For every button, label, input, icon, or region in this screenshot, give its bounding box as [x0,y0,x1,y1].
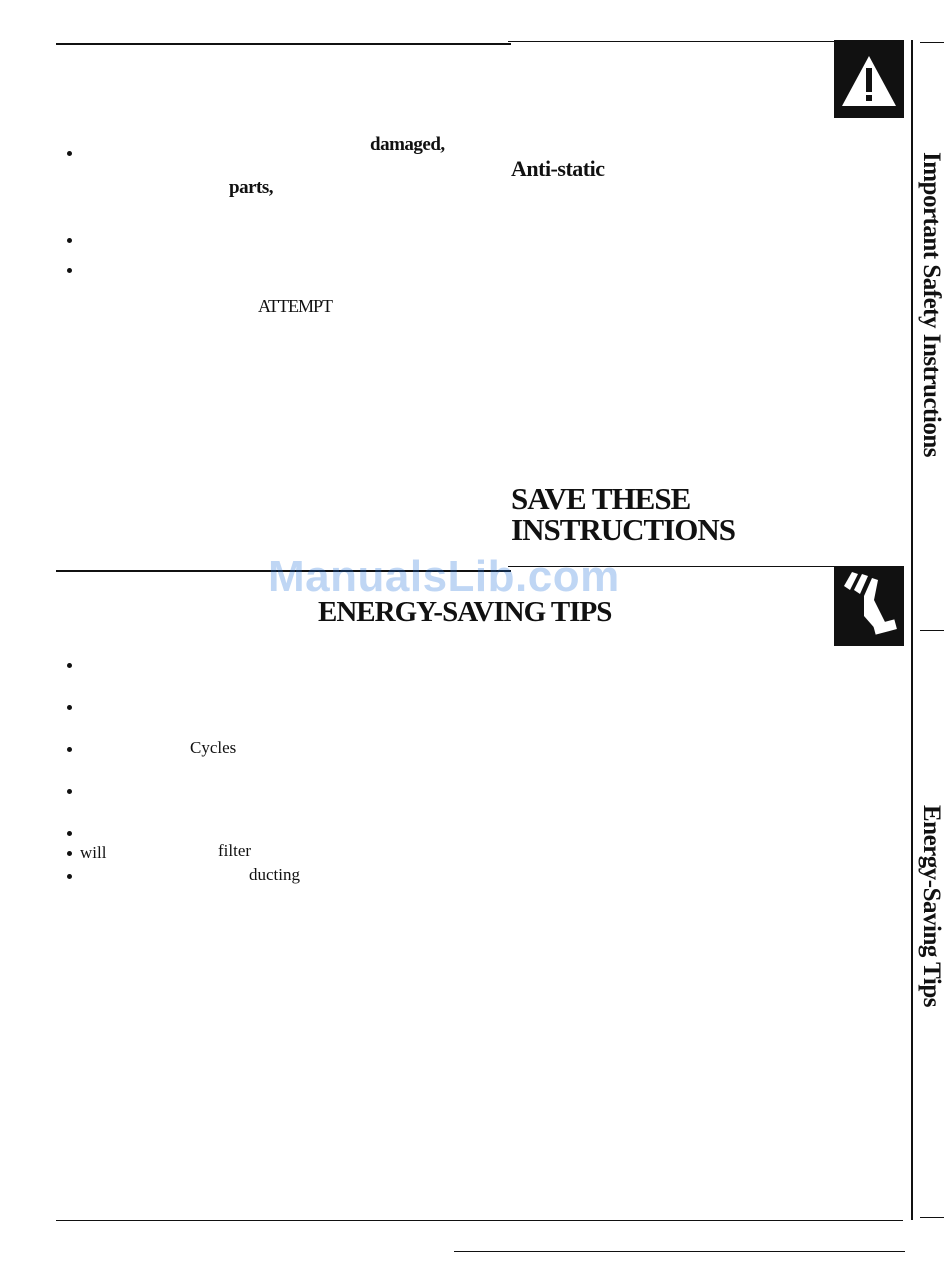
energy-word-will: will [80,843,107,862]
side-tick-middle [920,630,944,631]
side-tick-bottom [920,1217,944,1218]
safety-word-anti-static: Anti-static [511,156,605,181]
energy-bullet-2 [67,705,72,710]
warning-icon-box [834,40,904,118]
side-column-border [911,40,913,1220]
top-rule-left [56,43,511,45]
energy-word-filter: filter [218,841,252,860]
safety-bullet-3 [67,268,72,273]
energy-bullet-5 [67,831,72,836]
safety-word-damaged: damaged, [370,134,445,155]
warning-exclamation-icon [834,40,904,118]
energy-bullet-6 [67,851,72,856]
energy-word-ducting: ducting [249,865,300,884]
hand-pressing-button-icon [834,566,904,646]
energy-bullet-1 [67,663,72,668]
safety-word-attempt: ATTEMPT [258,296,332,316]
energy-bullet-4 [67,789,72,794]
safety-word-parts: parts, [229,177,273,198]
save-these-heading: SAVE THESE [511,481,691,516]
hand-icon-box [834,566,904,646]
footer-rule [454,1251,905,1252]
side-tab-energy: Energy-Saving Tips [918,805,945,1007]
side-tick-top [920,42,944,43]
energy-bullet-3 [67,747,72,752]
watermark: ManualsLib.com [268,552,620,601]
energy-word-cycles: Cycles [190,738,237,757]
energy-saving-heading: ENERGY-SAVING TIPS [318,596,612,628]
side-tab-safety: Important Safety Instructions [918,152,945,457]
safety-bullet-2 [67,238,72,243]
instructions-heading: INSTRUCTIONS [511,512,736,547]
safety-bullet-1 [67,151,72,156]
bottom-rule [56,1220,903,1221]
energy-bullet-7 [67,874,72,879]
